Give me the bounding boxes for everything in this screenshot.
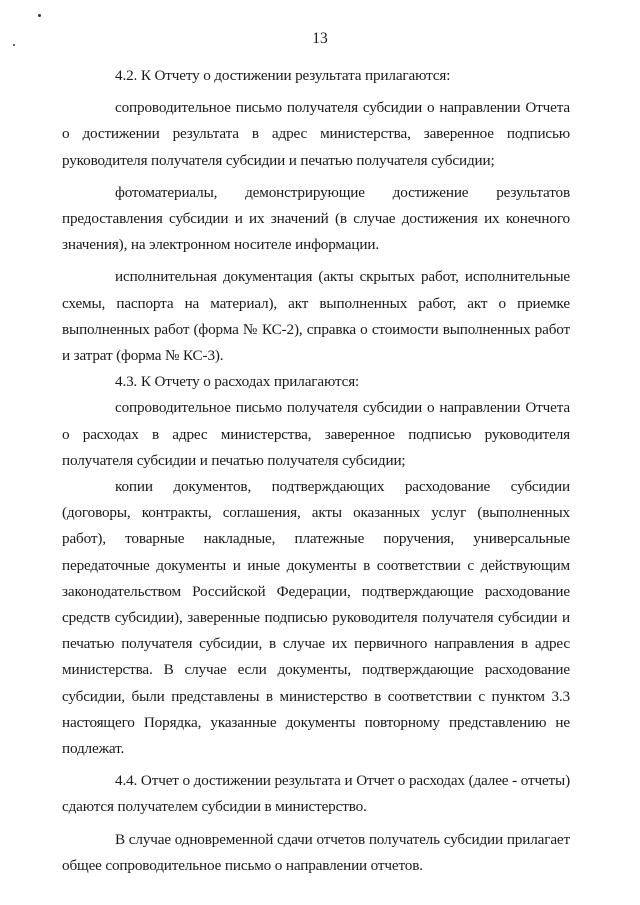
paragraph: сопроводительное письмо получателя субсидии о направлении Отчета о достижении результата в адрес министерства, заверенное подписью руководителя получателя субсидии и печатью получателя субсидии; [62,99,570,169]
paragraph-4-4: 4.4. Отчет о достижении результата и Отчет о расходах (далее - отчеты) сдаются получателем субсидии в министерство. [62,772,570,816]
paragraph-4-2-heading: 4.2. К Отчету о достижении результата прилагаются: [115,67,451,84]
paragraph: исполнительная документация (акты скрытых работ, исполнительные схемы, паспорта на материал), акт выполненных работ, акт о приемке выполненных работ (форма № КС-2), справка о стоимости выполненных работ и затрат (форма № КС-3). [62,268,570,365]
scan-speck [38,14,41,17]
paragraph: В случае одновременной сдачи отчетов получатель субсидии прилагает общее сопроводительное письмо о направлении отчетов. [62,830,570,874]
paragraph: сопроводительное письмо получателя субсидии о направлении Отчета о расходах в адрес министерства, заверенное подписью руководителя получателя субсидии и печатью получателя субсидии; [62,399,570,469]
paragraph: копии документов, подтверждающих расходование субсидии (договоры, контракты, соглашения, акты оказанных услуг (выполненных работ), товарные накладные, платежные поручения, универсальные передаточные документы и иные документы в соответствии с действующим законодательством Российской Федерации, подтверждающие расходование средств субсидии), заверенные подписью руководителя получателя субсидии и печатью получателя субсидии, в случае их первичного направления в адрес министерства. В случае если документы, подтверждающие расходование субсидии, были представлены в министерство в соответствии с пунктом 3.3 настоящего Порядка, указанные документы повторному представлению не подлежат. [62,478,570,758]
document-body [62,63,570,879]
page-number: 13 [312,30,328,47]
paragraph-4-3-heading: 4.3. К Отчету о расходах прилагаются: [115,373,360,391]
paragraph: фотоматериалы, демонстрирующие достижение результатов предоставления субсидии и их значений (в случае достижения их конечного значения), на электронном носителе информации. [62,183,570,254]
